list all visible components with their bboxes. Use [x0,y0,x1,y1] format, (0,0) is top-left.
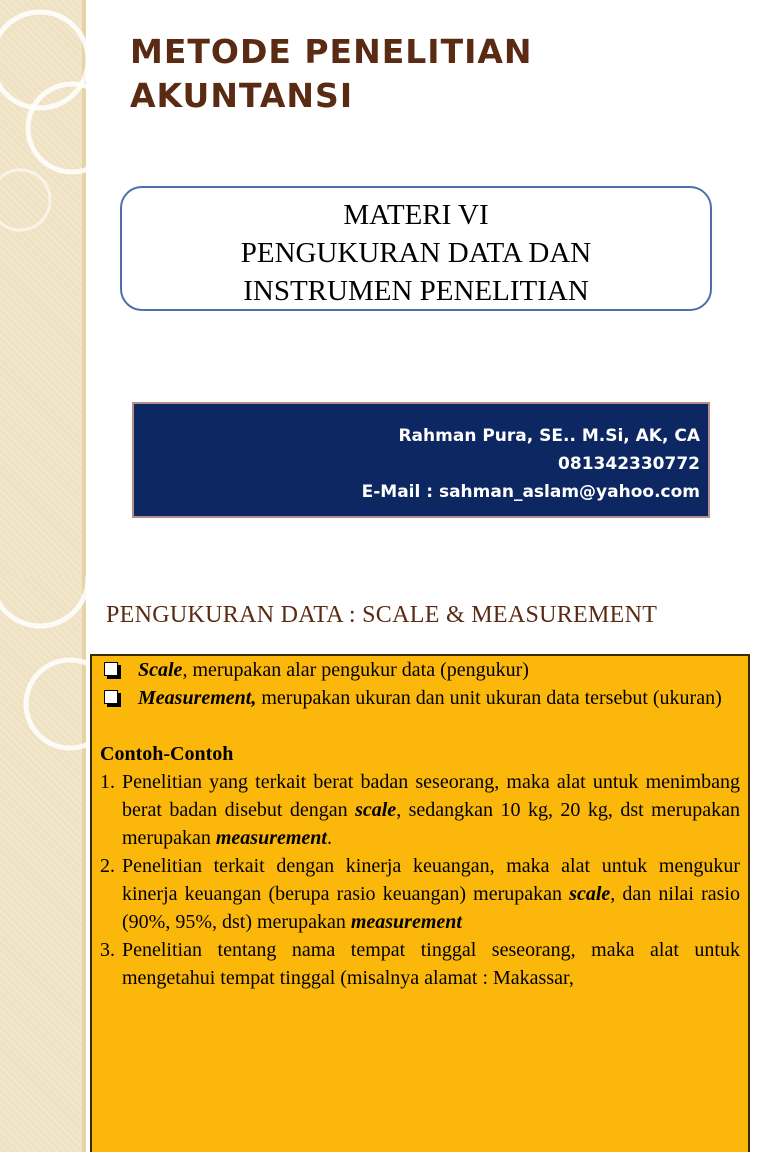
author-name: Rahman Pura, SE.. M.Si, AK, CA [398,426,700,446]
examples-title: Contoh-Contoh [100,743,234,765]
examples-list [100,768,740,992]
content-box [90,654,750,1152]
author-email: E-Mail : sahman_aslam@yahoo.com [361,482,700,502]
author-info-box [132,402,710,518]
checkbox-bullet-icon [104,662,118,676]
example-item-2 [100,852,740,936]
example-text: Penelitian tentang nama tempat tinggal seseorang, maka alat untuk mengetahui tempat tinggal (misalnya alamat : Makassar, [122,939,740,989]
keyword-scale: scale [569,883,611,905]
definition-measurement: merupakan ukuran dan unit ukuran data tersebut (ukuran) [256,687,722,709]
example-item-3 [100,936,740,992]
subtitle-box [120,186,712,311]
example-text: Penelitian terkait dengan kinerja keuangan, maka alat untuk mengukur kinerja keuangan (berupa rasio keuangan) merupakan [122,855,740,905]
example-number: 2. [100,855,115,877]
term-scale: Scale [138,659,183,681]
example-text: Penelitian yang terkait berat badan seseorang, maka alat untuk menimbang berat badan disebut dengan [122,771,740,821]
definition-list [100,656,740,712]
example-text: , dan nilai rasio (90%, 95%, dst) merupakan [122,883,740,933]
slide-scale-measurement [0,576,768,1152]
example-text: . [326,827,332,849]
example-text: , sedangkan 10 kg, 20 kg, dst merupakan merupakan [122,799,740,849]
keyword-measurement: measurement [215,827,327,849]
keyword-measurement: measurement [350,911,462,933]
decorative-circles [0,576,90,1152]
slide-title-heading [130,30,533,118]
bullet-scale [100,656,740,684]
decorative-circles [0,0,90,576]
definition-scale: , merupakan alar pengukur data (pengukur) [182,659,529,681]
term-measurement: Measurement, [138,687,257,709]
subtitle-line-1: MATERI VI [343,199,489,231]
bullet-measurement [100,684,740,712]
keyword-scale: scale [355,799,397,821]
title-line-2: AKUNTANSI [130,76,354,115]
example-number: 3. [100,939,115,961]
checkbox-bullet-icon [104,690,118,704]
title-line-1: METODE PENELITIAN [130,32,533,71]
subtitle-line-3: INSTRUMEN PENELITIAN [243,275,589,307]
author-phone: 081342330772 [558,454,700,474]
example-number: 1. [100,771,115,793]
example-item-1 [100,768,740,852]
section-heading: PENGUKURAN DATA : SCALE & MEASUREMENT [106,602,658,628]
subtitle-line-2: PENGUKURAN DATA DAN [240,237,592,269]
